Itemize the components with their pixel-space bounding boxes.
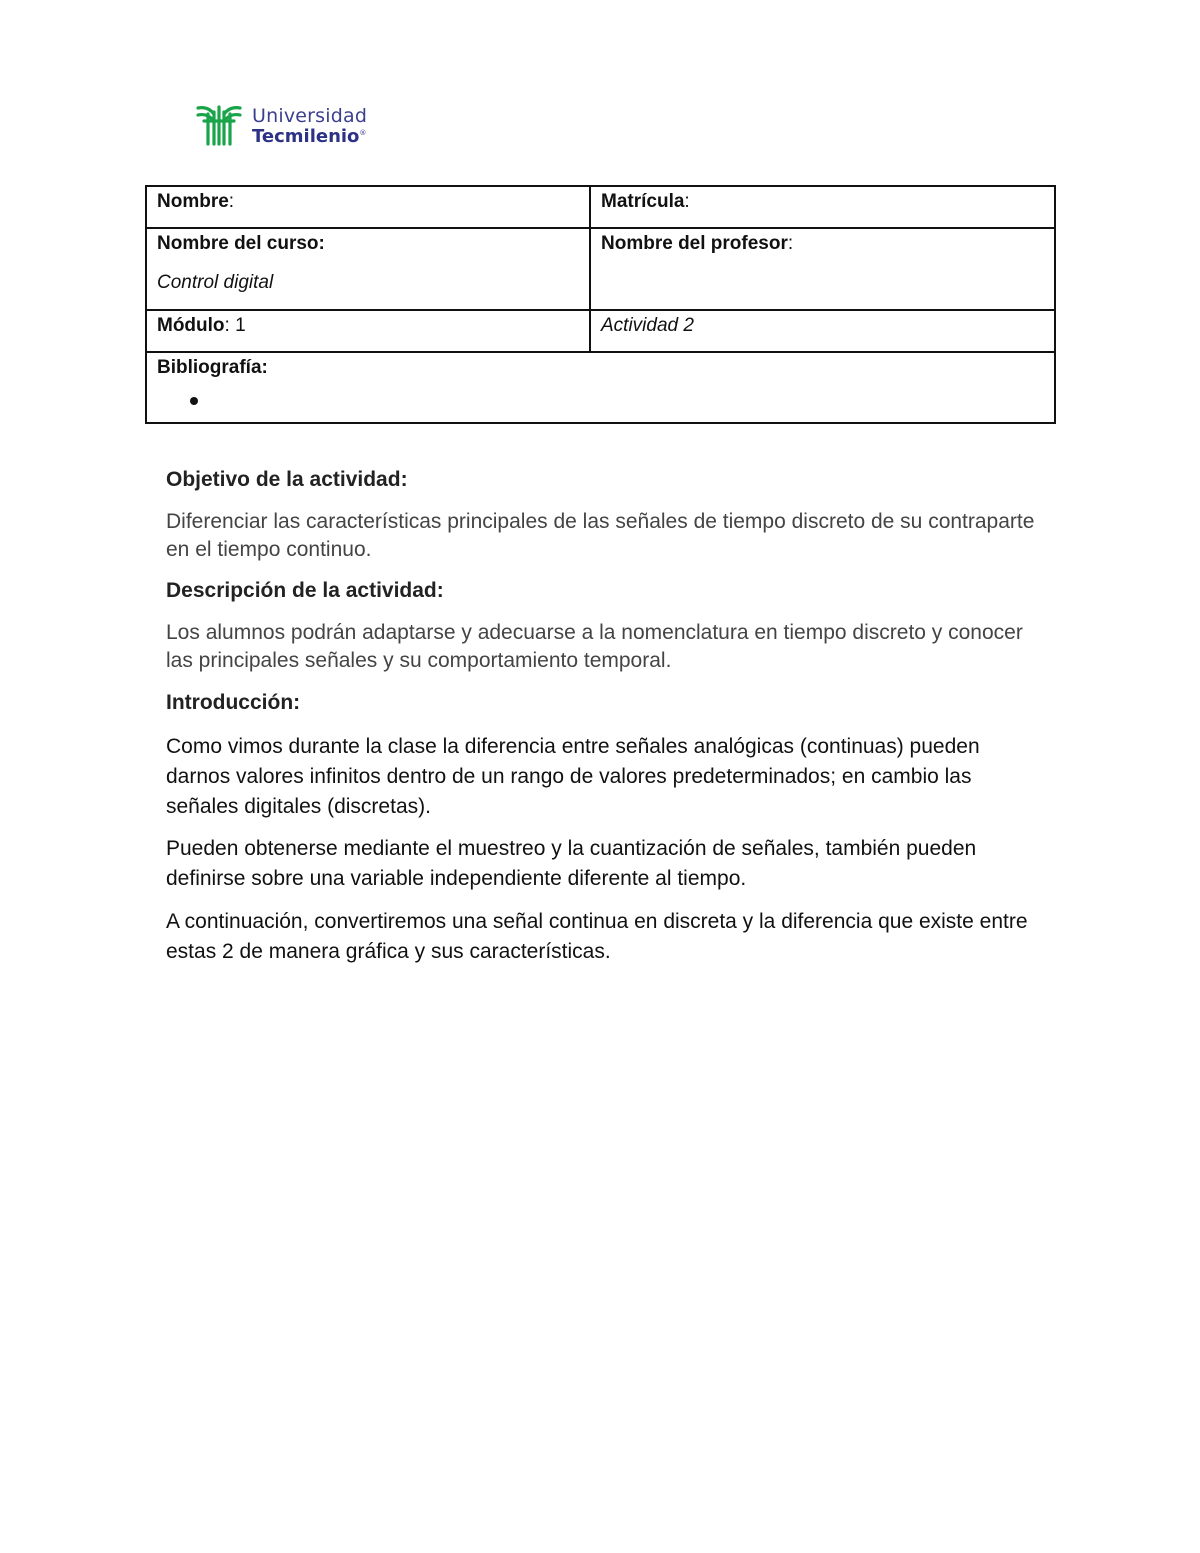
colon: : (684, 191, 690, 212)
descripcion-heading: Descripción de la actividad: (166, 579, 444, 602)
university-logo (194, 102, 394, 152)
actividad-value: Actividad 2 (601, 315, 694, 336)
objetivo-text: Diferenciar las características principales de las señales de tiempo discreto de su contraparte en el tiempo continuo. (166, 510, 1035, 561)
descripcion-text: Los alumnos podrán adaptarse y adecuarse a la nomenclatura en tiempo discreto y conocer las principales señales y su comportamiento temporal. (166, 621, 1023, 672)
logo-tecmilenio-text (252, 126, 366, 147)
objetivo-heading: Objetivo de la actividad: (166, 468, 408, 491)
curso-value: Control digital (157, 272, 274, 293)
bullet-icon (190, 397, 198, 405)
profesor-cell (590, 228, 1055, 310)
nombre-cell (146, 186, 590, 228)
introduccion-heading: Introducción: (166, 691, 301, 714)
table-row (146, 352, 1055, 423)
matricula-cell (590, 186, 1055, 228)
intro-paragraph-2: Pueden obtenerse mediante el muestreo y la cuantización de señales, también pueden definirse sobre una variable independiente diferente al tiempo. (166, 837, 977, 890)
table-row (146, 310, 1055, 352)
profesor-label: Nombre del profesor (601, 233, 788, 254)
colon: : (787, 233, 794, 254)
table-row (146, 186, 1055, 228)
bibliografia-cell (146, 352, 1055, 423)
tecmilenio-logo-icon (194, 104, 244, 146)
colon: : (224, 315, 230, 336)
logo-tecmilenio-name: Tecmilenio (252, 126, 360, 147)
table-row (146, 228, 1055, 310)
curso-cell (146, 228, 590, 310)
bibliografia-label: Bibliografía: (157, 357, 268, 378)
actividad-cell (590, 310, 1055, 352)
colon: : (228, 191, 235, 212)
logo-registered-mark: ® (359, 129, 367, 137)
modulo-label: Módulo (157, 315, 225, 336)
modulo-value: 1 (235, 315, 246, 336)
logo-university-text: Universidad (252, 105, 368, 127)
nombre-label: Nombre (157, 191, 229, 212)
curso-label: Nombre del curso: (157, 233, 325, 254)
activity-content (166, 466, 1046, 967)
matricula-label: Matrícula (601, 191, 685, 212)
intro-paragraph-3: A continuación, convertiremos una señal continua en discreta y la diferencia que existe entre estas 2 de manera gráfica y sus características. (166, 910, 1028, 963)
intro-paragraph-1: Como vimos durante la clase la diferencia entre señales analógicas (continuas) pueden darnos valores infinitos dentro de un rango de valores predeterminados; en cambio las señales digitales (discretas). (166, 735, 980, 818)
student-info-table (145, 185, 1056, 424)
modulo-cell (146, 310, 590, 352)
